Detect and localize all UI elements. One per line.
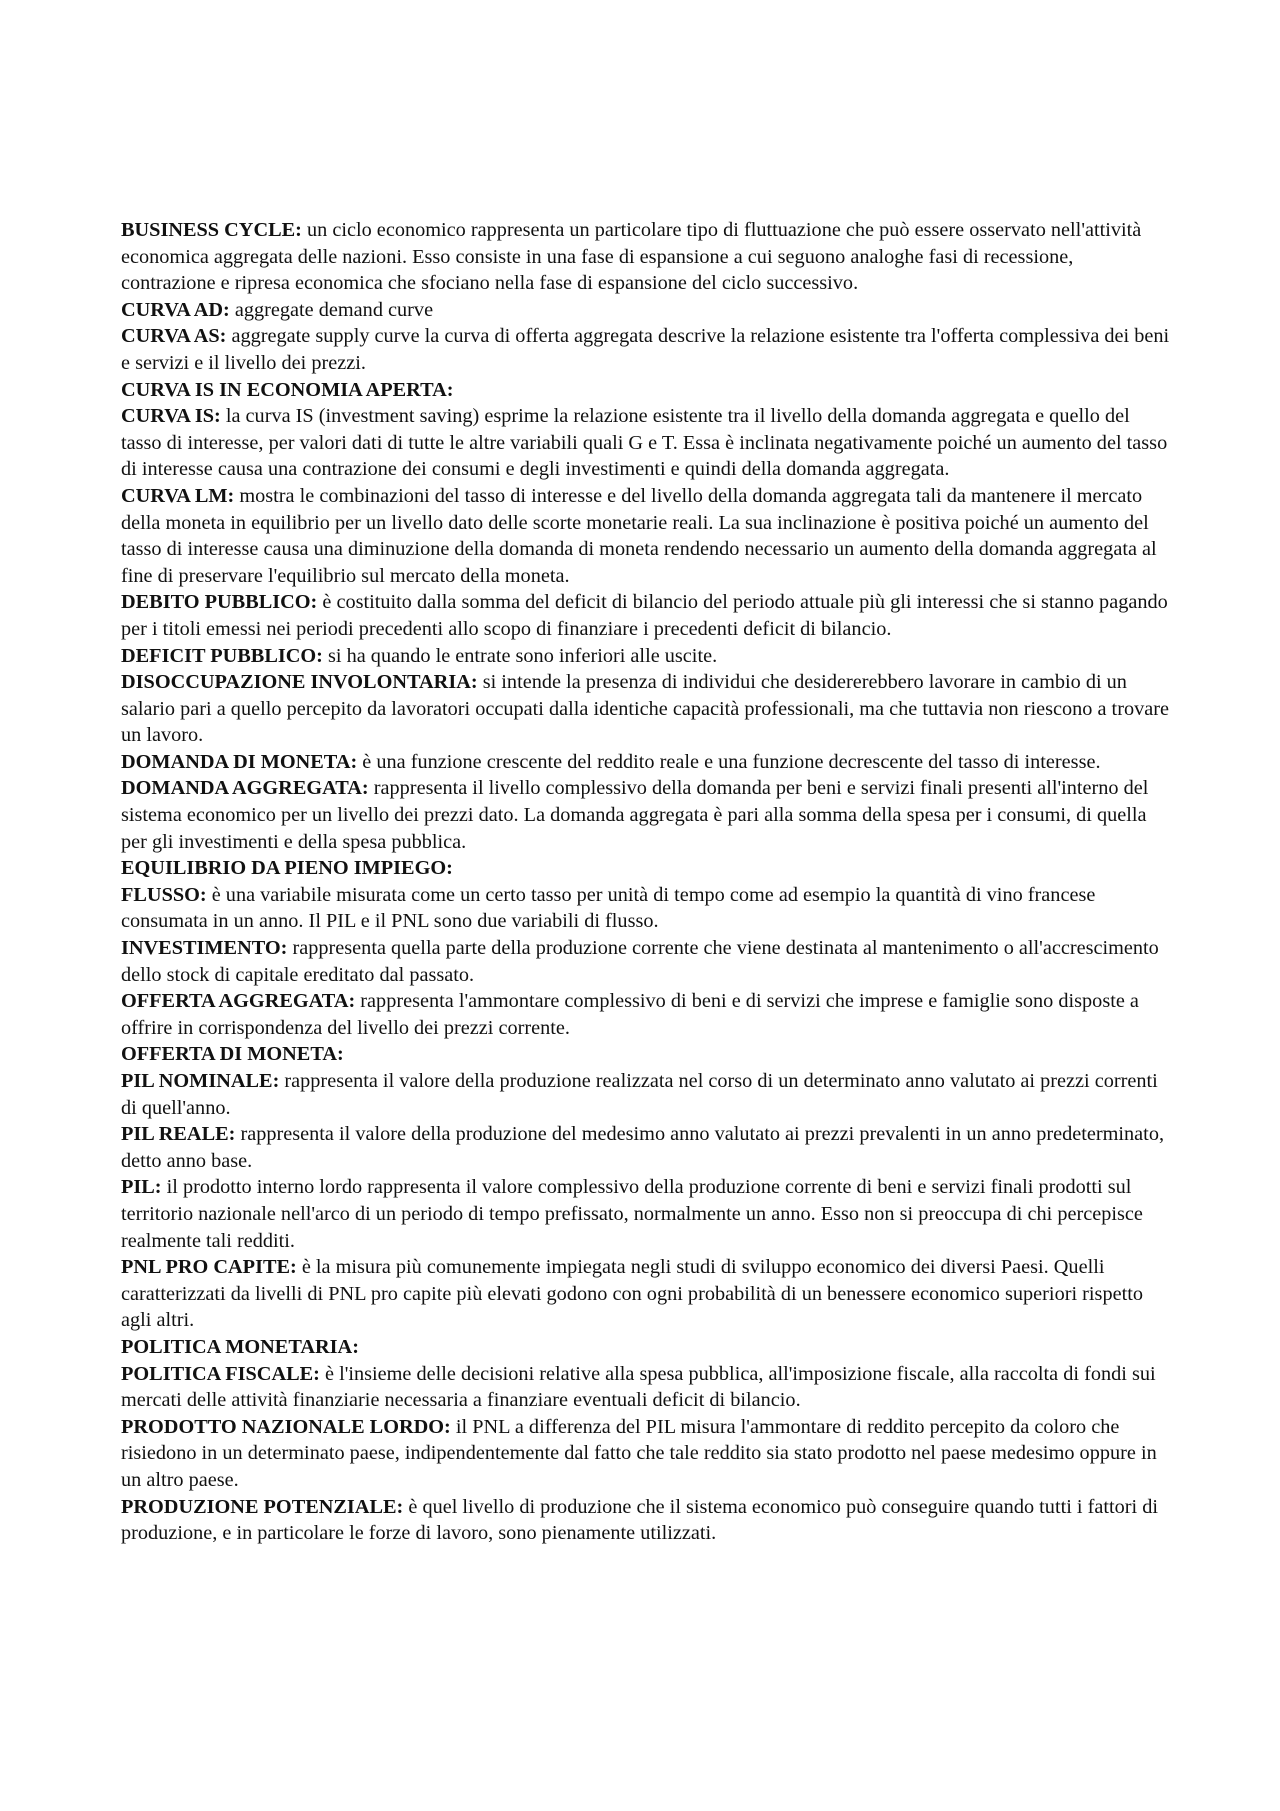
glossary-term: DOMANDA AGGREGATA:	[121, 777, 369, 800]
glossary-definition: mostra le combinazioni del tasso di interesse e del livello della domanda aggregata tali da mantenere il mercato della moneta in equilibrio per un livello dato delle scorte monetarie reali. La sua inclinazione è positiva poiché un aumento del tasso di interesse causa una diminuzione della domanda di moneta rendendo necessario un aumento della domanda aggregata al fine di preservare l'equilibrio sul mercato della moneta.	[121, 484, 1157, 587]
glossary-term: PIL:	[121, 1176, 162, 1199]
glossary-definition: aggregate supply curve la curva di offerta aggregata descrive la relazione esistente tra l'offerta complessiva dei beni e servizi e il livello dei prezzi.	[121, 325, 1170, 374]
glossary-term: EQUILIBRIO DA PIENO IMPIEGO:	[121, 857, 453, 880]
glossary-entry-curva-lm	[121, 483, 1171, 589]
glossary-term: BUSINESS CYCLE:	[121, 219, 302, 241]
glossary-term: OFFERTA DI MONETA:	[121, 1043, 344, 1066]
glossary-entry-domanda-di-moneta	[121, 749, 1171, 776]
glossary-term: PIL REALE:	[121, 1123, 236, 1146]
glossary-entry-offerta-di-moneta	[121, 1041, 1171, 1068]
glossary-entry-investimento	[121, 935, 1171, 988]
glossary-definition: aggregate demand curve	[229, 298, 434, 321]
glossary-term: PRODOTTO NAZIONALE LORDO:	[121, 1415, 451, 1438]
glossary-term: CURVA IS:	[121, 405, 221, 428]
glossary-entry-curva-as	[121, 323, 1171, 376]
glossary-term: OFFERTA AGGREGATA:	[121, 990, 356, 1013]
glossary-entry-pil-nominale	[121, 1068, 1171, 1121]
glossary-entry-curva-is	[121, 403, 1171, 483]
glossary-definition: è la misura più comunemente impiegata negli studi di sviluppo economico dei diversi Paesi. Quelli caratterizzati da livelli di PNL pro capite più elevati godono con ogni probabilità di un benessere economico superiori rispetto agli altri.	[121, 1256, 1144, 1332]
glossary-term: DISOCCUPAZIONE INVOLONTARIA:	[121, 671, 478, 694]
glossary-definition: è una variabile misurata come un certo tasso per unità di tempo come ad esempio la quantità di vino francese consumata in un anno. Il PIL e il PNL sono due variabili di flusso.	[121, 883, 1096, 933]
glossary-definition: è costituito dalla somma del deficit di bilancio del periodo attuale più gli interessi che si stanno pagando per i titoli emessi nei periodi precedenti allo scopo di finanziare i precedenti deficit di bilancio.	[121, 591, 1168, 640]
glossary-page	[121, 217, 1171, 1547]
glossary-term: CURVA IS IN ECONOMIA APERTA:	[121, 378, 454, 401]
glossary-term: CURVA LM:	[121, 484, 235, 507]
glossary-term: PNL PRO CAPITE:	[121, 1256, 297, 1279]
glossary-entry-equilibrio-pieno-impiego	[121, 855, 1171, 882]
glossary-definition: il PNL a differenza del PIL misura l'ammontare di reddito percepito da coloro che risiedono in un determinato paese, indipendentemente dal fatto che tale reddito sia stato prodotto nel paese medesimo oppure in un altro paese.	[121, 1415, 1157, 1491]
glossary-definition: rappresenta l'ammontare complessivo di beni e di servizi che imprese e famiglie sono disposte a offrire in corrispondenza del livello dei prezzi corrente.	[121, 990, 1139, 1039]
glossary-definition: un ciclo economico rappresenta un particolare tipo di fluttuazione che può essere osservato nell'attività economica aggregata delle nazioni. Esso consiste in una fase di espansione a cui seguono analoghe fasi di recessione, contrazione e ripresa economica che sfociano nella fase di espansione del ciclo successivo.	[121, 219, 1142, 295]
glossary-entry-pil-reale	[121, 1121, 1171, 1174]
glossary-term: CURVA AS:	[121, 325, 227, 348]
glossary-definition: si intende la presenza di individui che desidererebbero lavorare in cambio di un salario pari a quello percepito da lavoratori occupati dalla identiche capacità professionali, ma che tuttavia non riescono a trovare un lavoro.	[121, 671, 1169, 747]
glossary-entry-pnl-pro-capite	[121, 1254, 1171, 1334]
glossary-term: DEBITO PUBBLICO:	[121, 591, 318, 614]
glossary-entry-domanda-aggregata	[121, 775, 1171, 855]
glossary-definition: rappresenta quella parte della produzione corrente che viene destinata al mantenimento o all'accrescimento dello stock di capitale ereditato dal passato.	[121, 937, 1159, 986]
glossary-term: DOMANDA DI MONETA:	[121, 750, 358, 773]
glossary-definition: la curva IS (investment saving) esprime la relazione esistente tra il livello della domanda aggregata e quello del tasso di interesse, per valori dati di tutte le altre variabili quali G e T. Essa è inclinata negativamente poiché un aumento del tasso di interesse causa una contrazione dei consumi e degli investimenti e quindi della domanda aggregata.	[121, 405, 1168, 481]
glossary-definition: è una funzione crescente del reddito reale e una funzione decrescente del tasso di interesse.	[357, 750, 1101, 773]
glossary-definition: è l'insieme delle decisioni relative alla spesa pubblica, all'imposizione fiscale, alla raccolta di fondi sui mercati delle attività finanziarie necessaria a finanziare eventuali deficit di bilancio.	[121, 1362, 1156, 1412]
glossary-term: DEFICIT PUBBLICO:	[121, 644, 323, 667]
glossary-entry-deficit-pubblico	[121, 643, 1171, 670]
glossary-entry-business-cycle	[121, 217, 1171, 297]
glossary-entry-politica-fiscale	[121, 1361, 1171, 1414]
glossary-term: CURVA AD:	[121, 298, 230, 321]
glossary-entry-prodotto-nazionale-lordo	[121, 1414, 1171, 1494]
glossary-definition: il prodotto interno lordo rappresenta il valore complessivo della produzione corrente di beni e servizi finali prodotti sul territorio nazionale nell'arco di un periodo di tempo prefissato, normalmente un anno. Esso non si preoccupa di chi percepisce realmente tali redditi.	[121, 1176, 1143, 1252]
glossary-definition: si ha quando le entrate sono inferiori alle uscite.	[322, 644, 718, 667]
glossary-definition: è quel livello di produzione che il sistema economico può conseguire quando tutti i fattori di produzione, e in particolare le forze di lavoro, sono pienamente utilizzati.	[121, 1495, 1159, 1545]
glossary-entry-offerta-aggregata	[121, 988, 1171, 1041]
glossary-term: POLITICA FISCALE:	[121, 1362, 320, 1385]
glossary-entry-curva-is-economia-aperta	[121, 377, 1171, 404]
glossary-term: POLITICA MONETARIA:	[121, 1335, 359, 1358]
glossary-term: FLUSSO:	[121, 883, 207, 906]
glossary-definition: rappresenta il valore della produzione del medesimo anno valutato ai prezzi prevalenti in un anno predeterminato, detto anno base.	[121, 1123, 1165, 1172]
glossary-entry-debito-pubblico	[121, 589, 1171, 642]
glossary-term: PRODUZIONE POTENZIALE:	[121, 1495, 404, 1518]
glossary-entry-pil	[121, 1174, 1171, 1254]
glossary-definition: rappresenta il valore della produzione realizzata nel corso di un determinato anno valutato ai prezzi correnti di quell'anno.	[121, 1070, 1158, 1119]
glossary-entry-disoccupazione-involontaria	[121, 669, 1171, 749]
glossary-term: INVESTIMENTO:	[121, 937, 288, 960]
glossary-term: PIL NOMINALE:	[121, 1070, 280, 1092]
glossary-entry-flusso	[121, 882, 1171, 935]
glossary-entry-curva-ad	[121, 297, 1171, 324]
glossary-definition: rappresenta il livello complessivo della domanda per beni e servizi finali presenti all'interno del sistema economico per un livello dei prezzi dato. La domanda aggregata è pari alla somma della spesa per i consumi, di quella per gli investimenti e della spesa pubblica.	[121, 777, 1149, 853]
glossary-entry-produzione-potenziale	[121, 1494, 1171, 1547]
glossary-entry-politica-monetaria	[121, 1334, 1171, 1361]
